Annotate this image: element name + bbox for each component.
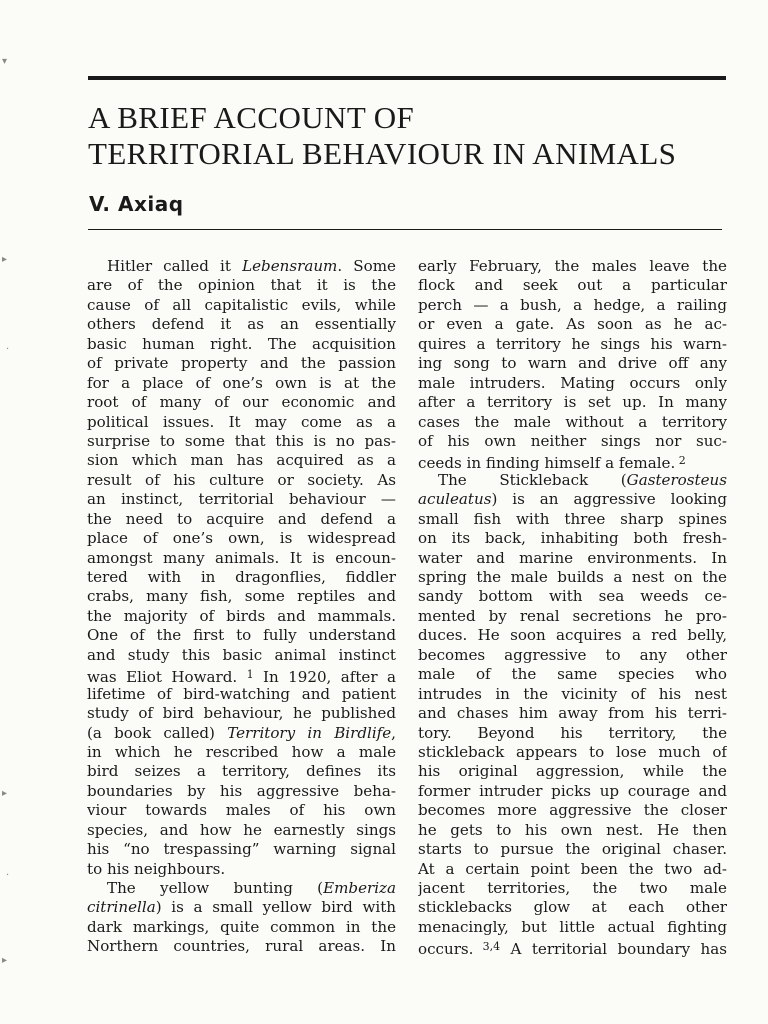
right-column-line: male of the same species who — [418, 665, 727, 684]
right-column-line: after a territory is set up. In many — [418, 393, 727, 412]
right-column-line: his original aggression, while the — [418, 762, 727, 781]
left-column-line: amongst many animals. It is encoun- — [87, 548, 396, 567]
left-column-line: and study this basic animal instinct — [87, 645, 396, 664]
scan-mark: ▸ — [2, 955, 8, 966]
right-column — [418, 257, 727, 957]
left-column-line: citrinella) is a small yellow bird with — [87, 898, 396, 917]
right-column-line: jacent territories, the two male — [418, 879, 727, 897]
left-column-line: (a book called) Territory in Birdlife, — [87, 723, 396, 742]
left-column-line: One of the first to fully understand — [87, 626, 396, 645]
scan-mark: · — [6, 870, 10, 881]
right-column-line: occurs. $^{3,4}$ A territorial boundary has — [418, 940, 727, 957]
left-column-line: political issues. It may come as a — [87, 412, 396, 431]
left-column-line: result of his culture or society. As — [87, 470, 396, 489]
left-column-line: cause of all capitalistic evils, while — [87, 295, 396, 314]
right-column-line: early February, the males leave the — [418, 257, 727, 275]
title-line-1: A BRIEF ACCOUNT OF — [88, 100, 415, 135]
scan-mark: ▸ — [2, 254, 8, 265]
left-column-line: basic human right. The acquisition — [87, 334, 396, 353]
right-column-line: spring the male builds a nest on the — [418, 568, 727, 586]
right-column-line: on its back, inhabiting both fresh- — [418, 529, 727, 548]
right-column-line: male intruders. Mating occurs only — [418, 373, 727, 392]
left-column — [87, 257, 396, 957]
header-divider — [88, 229, 722, 230]
right-column-line: water and marine environments. In — [418, 548, 727, 567]
left-column-line: an instinct, territorial behaviour — — [87, 490, 396, 509]
right-column-line: ing song to warn and drive off any — [418, 354, 727, 373]
right-column-line: flock and seek out a particular — [418, 276, 727, 295]
left-column-line: tered with in dragonflies, fiddler — [87, 568, 396, 586]
right-column-line: tory. Beyond his territory, the — [418, 723, 727, 742]
left-column-line: species, and how he earnestly sings — [87, 820, 396, 839]
right-column-line: becomes aggressive to any other — [418, 645, 727, 664]
scan-mark: ▸ — [2, 788, 8, 799]
left-column-line: in which he rescribed how a male — [87, 742, 396, 761]
right-column-line: of his own neither sings nor suc- — [418, 431, 727, 450]
left-column-line: of private property and the passion — [87, 354, 396, 373]
right-column-line: menacingly, but little actual fighting — [418, 917, 727, 936]
left-column-line: others defend it as an essentially — [87, 315, 396, 334]
right-column-line: starts to pursue the original chaser. — [418, 840, 727, 859]
right-column-line: quires a territory he sings his warn- — [418, 334, 727, 353]
left-column-line: are of the opinion that it is the — [87, 276, 396, 295]
left-column-line: crabs, many fish, some reptiles and — [87, 587, 396, 606]
right-column-line: small fish with three sharp spines — [418, 509, 727, 528]
left-column-line: The yellow bunting (Emberiza — [107, 879, 396, 897]
right-column-line: sandy bottom with sea weeds ce- — [418, 587, 727, 606]
left-column-line: sion which man has acquired as a — [87, 451, 396, 470]
article-title — [88, 100, 728, 172]
right-column-line: aculeatus) is an aggressive looking — [418, 490, 727, 509]
left-column-line: root of many of our economic and — [87, 393, 396, 412]
left-column-line: his “no trespassing” warning signal — [87, 840, 396, 859]
right-column-line: becomes more aggressive the closer — [418, 801, 727, 820]
right-column-line: he gets to his own nest. He then — [418, 820, 727, 839]
right-column-line: sticklebacks glow at each other — [418, 898, 727, 917]
title-line-2: TERRITORIAL BEHAVIOUR IN ANIMALS — [88, 136, 677, 171]
right-column-line: or even a gate. As soon as he ac- — [418, 315, 727, 334]
right-column-line: mented by renal secretions he pro- — [418, 606, 727, 625]
left-column-line: place of one’s own, is widespread — [87, 529, 396, 548]
left-column-line: the need to acquire and defend a — [87, 509, 396, 528]
right-column-line: duces. He soon acquires a red belly, — [418, 626, 727, 645]
left-column-line: study of bird behaviour, he published — [87, 704, 396, 723]
left-column-line: boundaries by his aggressive beha- — [87, 781, 396, 800]
right-column-line: perch — a bush, a hedge, a railing — [418, 295, 727, 314]
top-rule — [88, 76, 726, 80]
left-column-line: the majority of birds and mammals. — [87, 606, 396, 625]
right-column-line: and chases him away from his terri- — [418, 704, 727, 723]
right-column-line: The Stickleback (Gasterosteus — [438, 470, 727, 489]
left-column-line: surprise to some that this is no pas- — [87, 431, 396, 450]
left-column-line: to his neighbours. — [87, 859, 226, 878]
left-column-line: dark markings, quite common in the — [87, 917, 396, 936]
left-column-line: Hitler called it Lebensraum. Some — [107, 257, 396, 275]
author-name: V. Axiaq — [89, 192, 184, 216]
left-column-line: Northern countries, rural areas. In — [87, 937, 396, 956]
right-column-line: At a certain point been the two ad- — [418, 859, 727, 878]
left-column-line: bird seizes a territory, defines its — [87, 762, 396, 781]
right-column-line: former intruder picks up courage and — [418, 781, 727, 800]
right-column-line: stickleback appears to lose much of — [418, 742, 727, 761]
left-column-line: lifetime of bird-watching and patient — [87, 684, 396, 703]
right-column-line: intrudes in the vicinity of his nest — [418, 684, 727, 703]
left-column-line: viour towards males of his own — [87, 801, 396, 820]
left-column-line: for a place of one’s own is at the — [87, 373, 396, 392]
left-column-line: was Eliot Howard. $^1$ In 1920, after a — [87, 668, 396, 685]
scan-mark: ▾ — [2, 56, 8, 67]
right-column-line: ceeds in finding himself a female. $^2$ — [418, 454, 686, 471]
scan-mark: · — [6, 344, 10, 355]
right-column-line: cases the male without a territory — [418, 412, 727, 431]
